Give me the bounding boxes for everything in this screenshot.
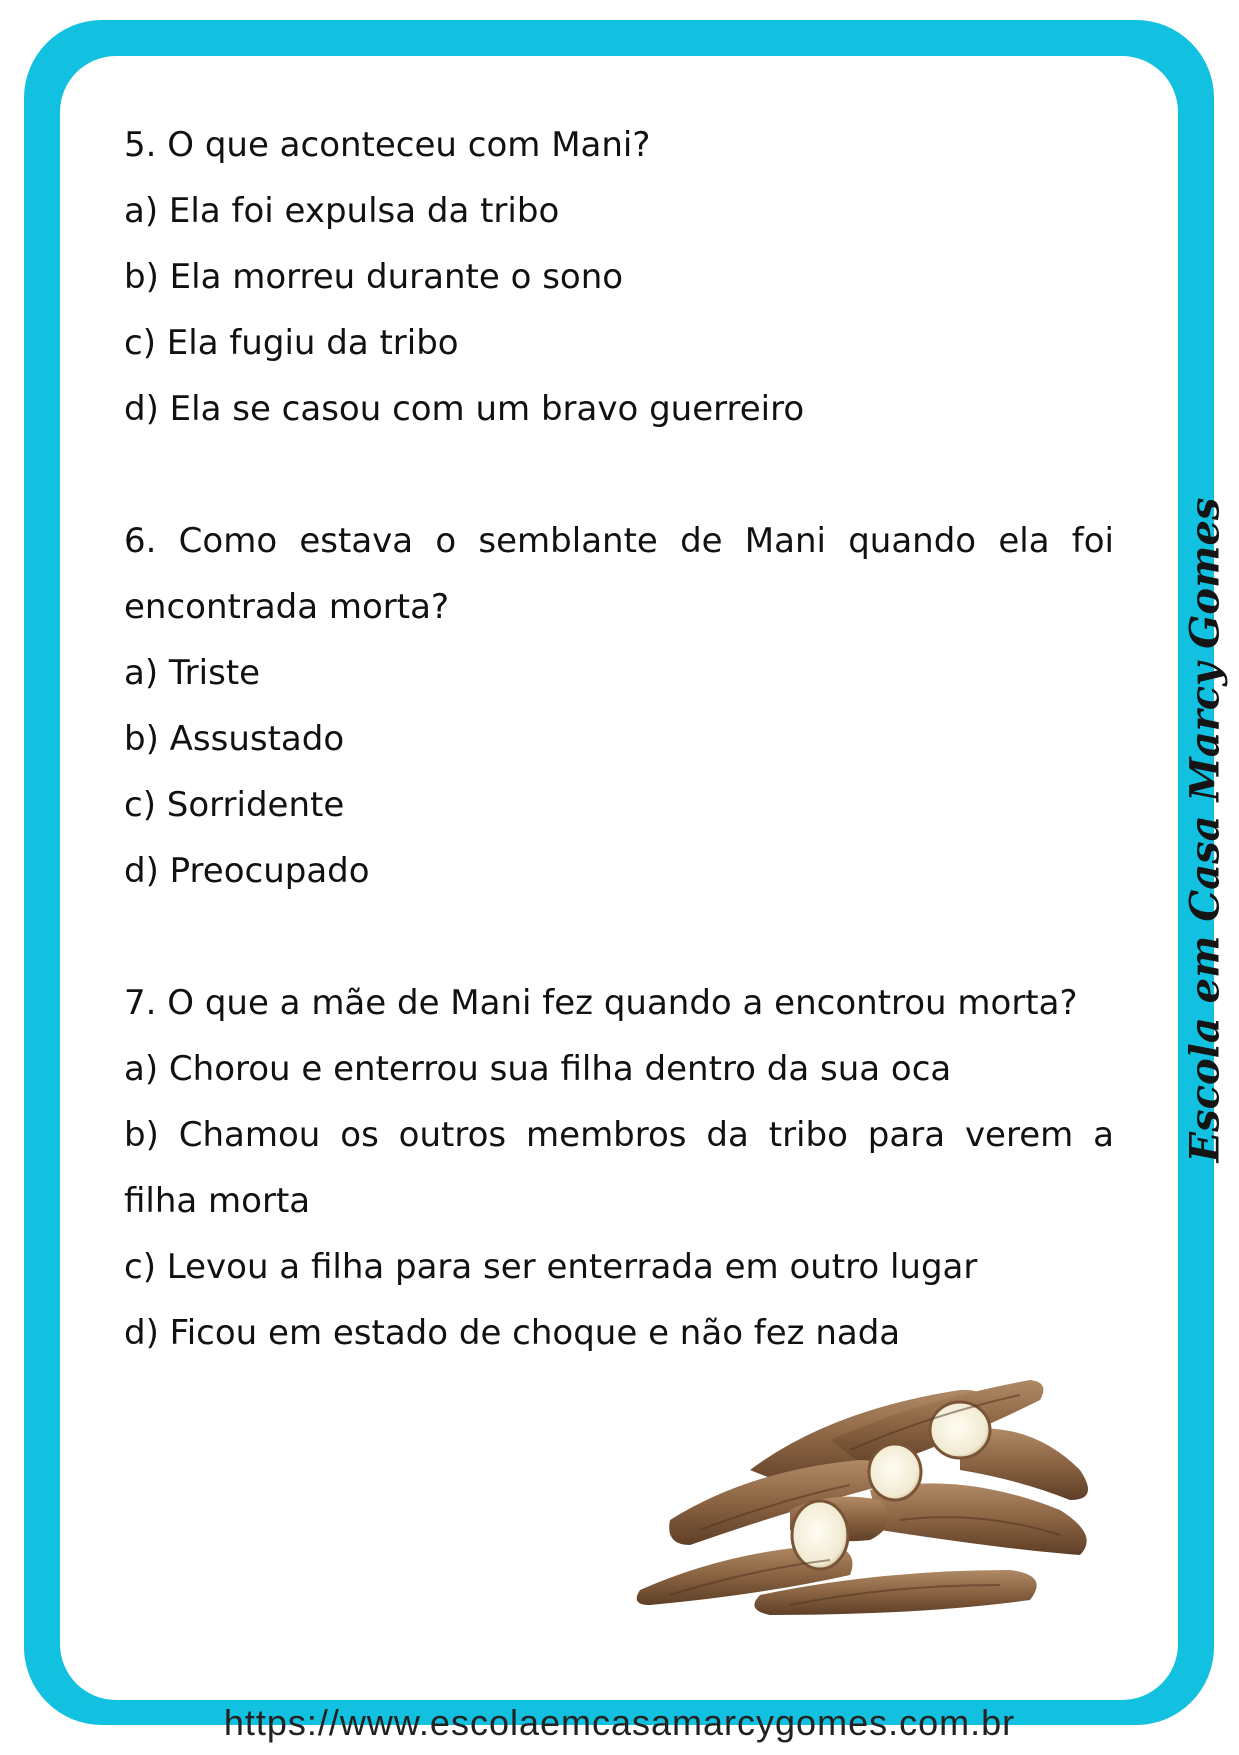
- question-6: 6. Como estava o semblante de Mani quando ela foi encontrada morta?: [124, 521, 1114, 627]
- footer-website-url[interactable]: https://www.escolaemcasamarcygomes.com.br: [223, 1702, 1016, 1743]
- option-6d: d) Preocupado: [124, 851, 370, 891]
- cassava-illustration: [630, 1360, 1110, 1620]
- side-brand-label: Escola em Casa Marcy Gomes: [1181, 497, 1229, 1163]
- option-5a: a) Ela foi expulsa da tribo: [124, 191, 560, 231]
- spacer: [124, 904, 1114, 970]
- option-6b: b) Assustado: [124, 719, 345, 759]
- worksheet-content: [124, 112, 1114, 1366]
- option-5d: d) Ela se casou com um bravo guerreiro: [124, 389, 805, 429]
- question-7: 7. O que a mãe de Mani fez quando a encontrou morta?: [124, 983, 1078, 1023]
- option-5b: b) Ela morreu durante o sono: [124, 257, 624, 297]
- question-5: 5. O que aconteceu com Mani?: [124, 125, 651, 165]
- option-6c: c) Sorridente: [124, 785, 345, 825]
- option-7a: a) Chorou e enterrou sua filha dentro da sua oca: [124, 1049, 952, 1089]
- spacer: [124, 442, 1114, 508]
- option-7c: c) Levou a filha para ser enterrada em outro lugar: [124, 1247, 978, 1287]
- option-5c: c) Ela fugiu da tribo: [124, 323, 459, 363]
- option-6a: a) Triste: [124, 653, 261, 693]
- option-7b: b) Chamou os outros membros da tribo para verem a filha morta: [124, 1115, 1114, 1221]
- option-7d: d) Ficou em estado de choque e não fez nada: [124, 1313, 901, 1353]
